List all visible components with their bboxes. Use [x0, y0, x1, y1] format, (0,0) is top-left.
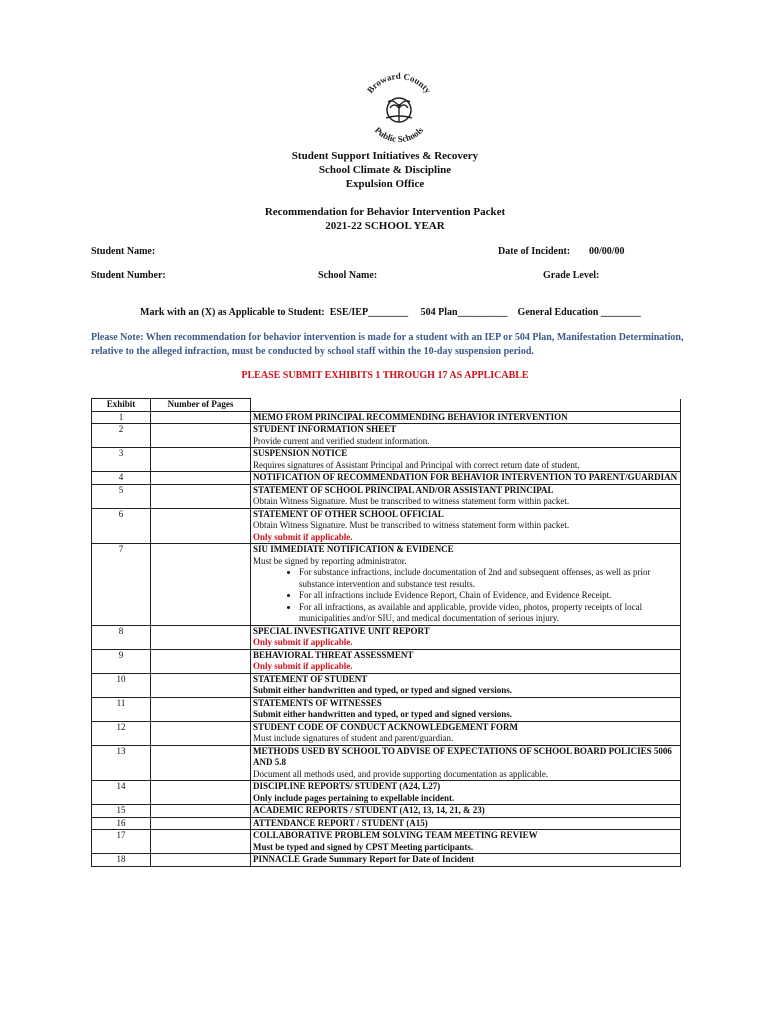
exhibit-requirement: Submit either handwritten and typed, or typed and signed versions. — [253, 709, 512, 719]
number-of-pages-cell[interactable] — [151, 673, 251, 697]
exhibit-number: 10 — [92, 673, 151, 697]
exhibit-number: 5 — [92, 484, 151, 508]
table-row — [92, 697, 681, 721]
exhibit-description — [251, 805, 681, 818]
exhibit-requirement: Only include pages pertaining to expellable incident. — [253, 792, 455, 803]
exhibit-instruction: Must include signatures of student and parent/guardian. — [253, 733, 454, 743]
table-row — [92, 508, 681, 544]
table-row — [92, 544, 681, 626]
document-title: Recommendation for Behavior Intervention Packet — [264, 206, 506, 218]
exhibit-number: 8 — [92, 625, 151, 649]
pages-column-header: Number of Pages — [151, 399, 251, 412]
exhibit-description — [251, 781, 681, 805]
exhibit-description — [251, 697, 681, 721]
exhibit-title: NOTIFICATION OF RECOMMENDATION FOR BEHAVIOR INTERVENTION TO PARENT/GUARDIAN — [253, 472, 678, 482]
table-row — [92, 472, 681, 485]
number-of-pages-cell[interactable] — [151, 745, 251, 781]
exhibit-instruction: Obtain Witness Signature. Must be transcribed to witness statement form within packet. — [253, 520, 570, 530]
exhibit-description — [251, 448, 681, 472]
number-of-pages-cell[interactable] — [151, 781, 251, 805]
number-of-pages-cell[interactable] — [151, 854, 251, 867]
svg-text:Public Schools: Public Schools — [372, 124, 426, 145]
division-line: School Climate & Discipline — [318, 164, 452, 176]
exhibit-number: 11 — [92, 697, 151, 721]
applicability-mark-line[interactable]: Mark with an (X) as Applicable to Student: ESE/IEP________ 504 Plan__________ General Education ________ — [140, 307, 641, 318]
exhibit-requirement: Submit either handwritten and typed, or typed and signed versions. — [253, 685, 512, 695]
exhibit-instruction: Must be signed by reporting administrator. — [253, 555, 407, 566]
bullet-item: • For all infractions include Evidence Report, Chain of Evidence, and Evidence Receipt. — [299, 590, 678, 602]
exhibit-number: 3 — [92, 448, 151, 472]
exhibit-number: 14 — [92, 781, 151, 805]
number-of-pages-cell[interactable] — [151, 508, 251, 544]
grade-level-label: Grade Level: — [543, 270, 600, 281]
number-of-pages-cell[interactable] — [151, 448, 251, 472]
exhibit-description — [251, 472, 681, 485]
number-of-pages-cell[interactable] — [151, 805, 251, 818]
student-name-label: Student Name: — [91, 246, 156, 257]
exhibit-title: ACADEMIC REPORTS / STUDENT (A12, 13, 14, 21, & 23) — [253, 805, 485, 815]
exhibit-description — [251, 649, 681, 673]
exhibit-title: METHODS USED BY SCHOOL TO ADVISE OF EXPECTATIONS OF SCHOOL BOARD POLICIES 5006 AND 5.8 — [253, 745, 672, 767]
exhibit-number: 18 — [92, 854, 151, 867]
department-line: Student Support Initiatives & Recovery — [291, 150, 479, 162]
table-row — [92, 830, 681, 854]
description-column-header — [251, 399, 681, 412]
number-of-pages-cell[interactable] — [151, 424, 251, 448]
exhibit-description — [251, 817, 681, 830]
table-row — [92, 721, 681, 745]
number-of-pages-cell[interactable] — [151, 625, 251, 649]
exhibit-description — [251, 673, 681, 697]
table-row — [92, 448, 681, 472]
table-row — [92, 484, 681, 508]
table-header-row — [92, 399, 681, 412]
table-row — [92, 854, 681, 867]
exhibit-description — [251, 411, 681, 424]
svg-text:Broward County: Broward County — [365, 70, 434, 96]
exhibit-title: STATEMENT OF SCHOOL PRINCIPAL AND/OR ASSISTANT PRINCIPAL — [253, 484, 554, 495]
exhibit-number: 1 — [92, 411, 151, 424]
exhibit-number: 6 — [92, 508, 151, 544]
number-of-pages-cell[interactable] — [151, 484, 251, 508]
number-of-pages-cell[interactable] — [151, 830, 251, 854]
exhibit-title: SUSPENSION NOTICE — [253, 448, 348, 458]
number-of-pages-cell[interactable] — [151, 817, 251, 830]
exhibit-number: 9 — [92, 649, 151, 673]
exhibit-description — [251, 854, 681, 867]
exhibit-title: COLLABORATIVE PROBLEM SOLVING TEAM MEETING REVIEW — [253, 830, 538, 840]
conditional-note: Only submit if applicable. — [253, 531, 353, 542]
exhibit-number: 15 — [92, 805, 151, 818]
number-of-pages-cell[interactable] — [151, 721, 251, 745]
table-row — [92, 817, 681, 830]
exhibit-description — [251, 484, 681, 508]
exhibit-column-header: Exhibit — [92, 399, 151, 412]
exhibit-instruction: Requires signatures of Assistant Principal and Principal with correct return date of student. — [253, 459, 580, 470]
exhibit-description — [251, 745, 681, 781]
exhibit-instruction: Document all methods used, and provide supporting documentation as applicable. — [253, 768, 549, 779]
exhibit-number: 12 — [92, 721, 151, 745]
table-row — [92, 805, 681, 818]
exhibit-description — [251, 544, 681, 626]
school-year: 2021-22 SCHOOL YEAR — [325, 220, 445, 232]
table-row — [92, 745, 681, 781]
number-of-pages-cell[interactable] — [151, 472, 251, 485]
exhibit-number: 17 — [92, 830, 151, 854]
exhibit-description — [251, 721, 681, 745]
exhibit-title: MEMO FROM PRINCIPAL RECOMMENDING BEHAVIOR INTERVENTION — [253, 411, 568, 422]
exhibit-title: SIU IMMEDIATE NOTIFICATION & EVIDENCE — [253, 544, 454, 554]
exhibit-title: SPECIAL INVESTIGATIVE UNIT REPORT — [253, 625, 430, 636]
exhibit-title: STATEMENT OF STUDENT — [253, 673, 368, 684]
exhibit-number: 4 — [92, 472, 151, 485]
exhibit-title: STUDENT INFORMATION SHEET — [253, 424, 397, 434]
exhibit-title: PINNACLE Grade Summary Report for Date of Incident — [253, 854, 475, 864]
exhibit-instruction: Provide current and verified student information. — [253, 435, 430, 446]
exhibit-description — [251, 508, 681, 544]
conditional-note: Only submit if applicable. — [253, 637, 353, 647]
exhibit-number: 7 — [92, 544, 151, 626]
exhibit-number: 16 — [92, 817, 151, 830]
date-of-incident-label: Date of Incident: — [498, 246, 571, 257]
number-of-pages-cell[interactable] — [151, 649, 251, 673]
iep-note: Please Note: When recommendation for behavior intervention is made for a student with an IEP or 504 Plan, Manifestation Determination, relative to the alleged infraction, must be conducted by school staff within the 10-day suspension period. — [91, 332, 684, 357]
exhibit-number: 13 — [92, 745, 151, 781]
exhibit-title: STATEMENTS OF WITNESSES — [253, 697, 382, 708]
exhibit-number: 2 — [92, 424, 151, 448]
school-district-logo — [356, 68, 442, 150]
exhibit-instruction: Obtain Witness Signature. Must be transcribed to witness statement form within packet. — [253, 496, 570, 506]
number-of-pages-cell[interactable] — [151, 544, 251, 626]
table-row — [92, 424, 681, 448]
exhibit-description — [251, 830, 681, 854]
number-of-pages-cell[interactable] — [151, 411, 251, 424]
table-row — [92, 625, 681, 649]
date-of-incident-value[interactable]: 00/00/00 — [589, 246, 625, 257]
exhibit-title: BEHAVIORAL THREAT ASSESSMENT — [253, 649, 414, 660]
table-row — [92, 411, 681, 424]
exhibit-description — [251, 424, 681, 448]
exhibit-requirement: Must be typed and signed by CPST Meeting participants. — [253, 841, 474, 852]
table-row — [92, 673, 681, 697]
office-line: Expulsion Office — [345, 178, 425, 190]
bullet-item: • For substance infractions, include documentation of 2nd and subsequent offenses, as well as prior substance intervention and substance test results. — [299, 567, 678, 590]
exhibit-title: DISCIPLINE REPORTS/ STUDENT (A24, L27) — [253, 781, 441, 791]
submit-notice: PLEASE SUBMIT EXHIBITS 1 THROUGH 17 AS APPLICABLE — [241, 370, 529, 381]
exhibit-description — [251, 625, 681, 649]
conditional-note: Only submit if applicable. — [253, 661, 353, 671]
exhibit-bullet-list — [253, 567, 678, 625]
exhibit-title: STUDENT CODE OF CONDUCT ACKNOWLEDGEMENT FORM — [253, 721, 518, 732]
school-name-label: School Name: — [318, 270, 378, 281]
student-number-label: Student Number: — [91, 270, 166, 281]
bullet-item: • For all infractions, as available and applicable, provide video, photos, property receipts of local municipalities and/or SIU, and medical documentation of serious injury. — [299, 602, 678, 625]
table-row — [92, 649, 681, 673]
number-of-pages-cell[interactable] — [151, 697, 251, 721]
exhibit-title: ATTENDANCE REPORT / STUDENT (A15) — [253, 817, 428, 828]
exhibits-table — [91, 398, 681, 867]
exhibit-title: STATEMENT OF OTHER SCHOOL OFFICIAL — [253, 508, 444, 519]
table-row — [92, 781, 681, 805]
